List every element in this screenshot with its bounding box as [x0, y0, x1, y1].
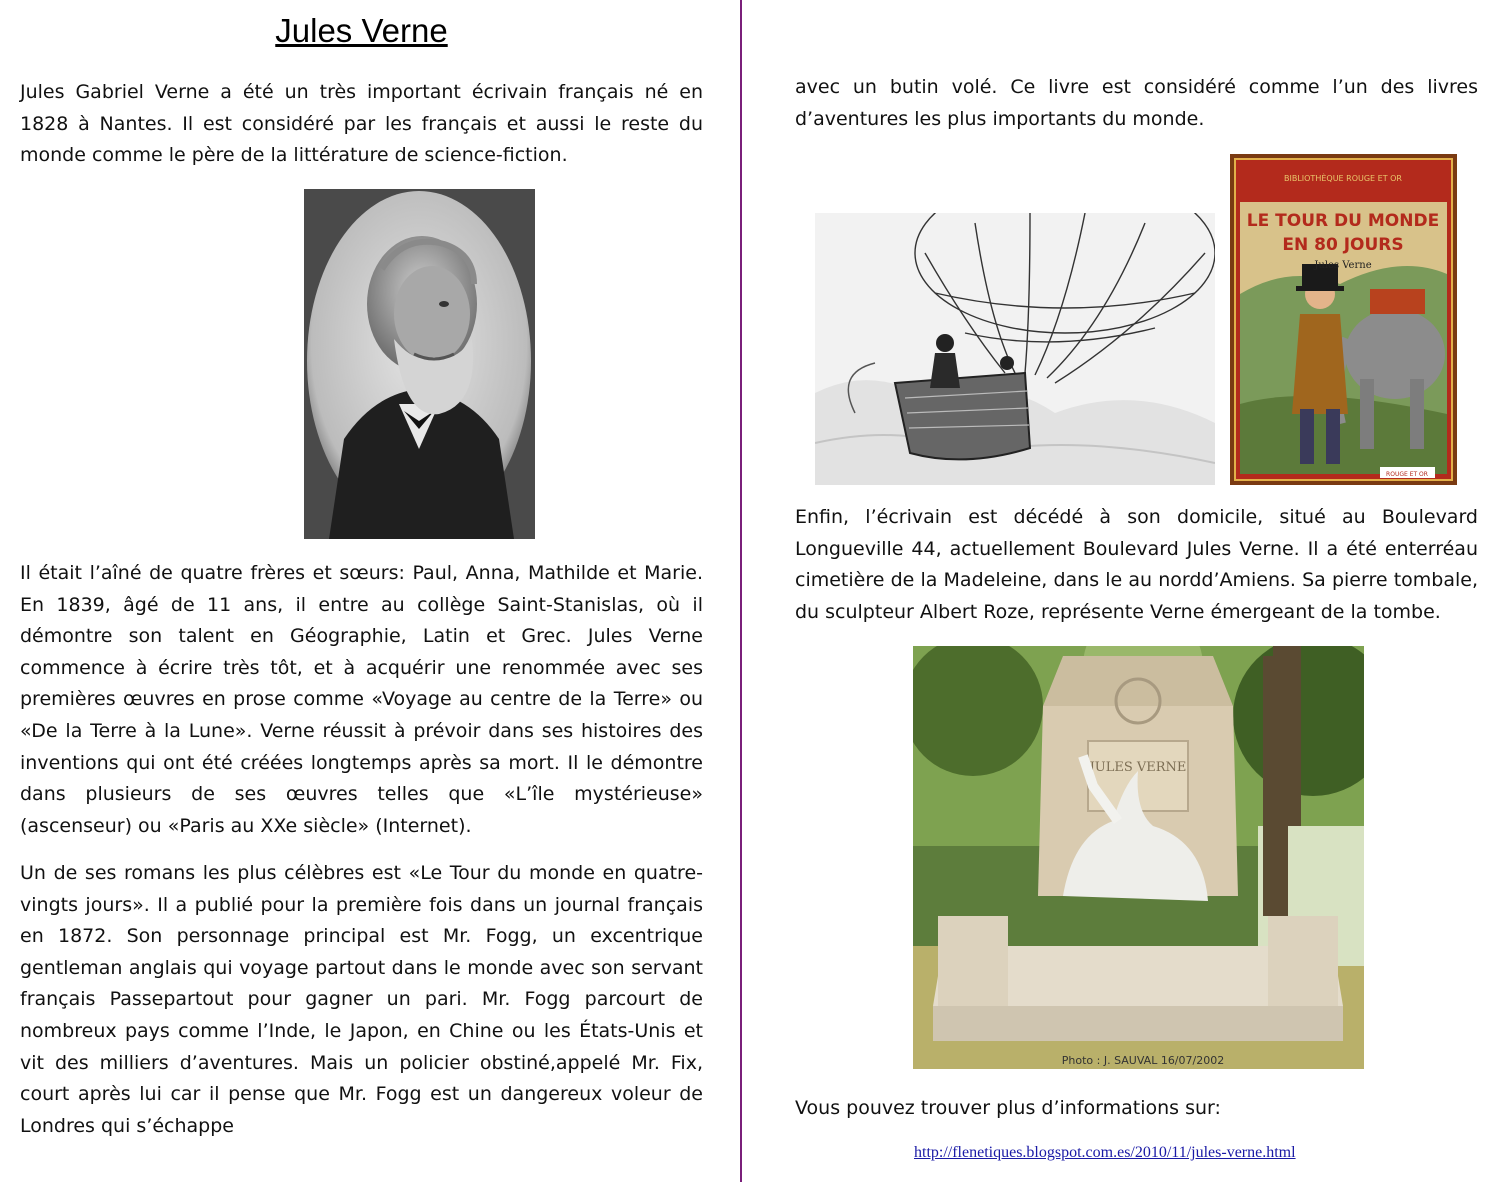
tomb-photo: [913, 646, 1364, 1069]
info-link[interactable]: http://flenetiques.blogspot.com.es/2010/11/jules-verne.html: [914, 1144, 1296, 1161]
cover-series: BIBLIOTHÈQUE ROUGE ET OR: [1283, 174, 1403, 183]
photo-credit: Photo : J. SAUVAL 16/07/2002: [1061, 1054, 1225, 1067]
paragraph-death: Enfin, l’écrivain est décédé à son domicile, situé au Boulevard Longueville 44, actuellement Boulevard Jules Verne. Il a été enterréau cimetière de la Madeleine, dans le au nordd’Amiens. Sa pierre tombale, du sculpteur Albert Roze, représente Verne émergeant de la tombe.: [795, 506, 1478, 623]
portrait-photo: [304, 189, 535, 539]
cover-publisher: ROUGE ET OR: [1386, 471, 1428, 478]
paragraph-intro: Jules Gabriel Verne a été un très important écrivain français né en 1828 à Nantes. Il est considéré par les français et aussi le reste du monde comme le père de la littérature de science-fiction.: [20, 81, 703, 167]
paragraph-childhood: Il était l’aîné de quatre frères et sœurs: Paul, Anna, Mathilde et Marie. En 1839, âgé de 11 ans, il entre au collège Saint-Stanislas, où il démontre son talent en Géographie, Latin et Grec. Jules Verne commence à écrire très tôt, et à acquérir une renommée avec ses premières œuvres en prose comme «Voyage au centre de la Terre» ou «De la Terre à la Lune». Verne réussit à prévoir dans ses histoires des inventions qui ont été créées longtemps après sa mort. Il le démontre dans plusieurs de ses œuvres telles que «L’île mystérieuse» (ascenseur) ou «Paris au XXe siècle» (Internet).: [20, 562, 703, 837]
portrait-image: [304, 189, 535, 539]
tomb-inscription: JULES VERNE: [1089, 760, 1187, 775]
column-divider: [740, 0, 742, 1182]
page-title: Jules Verne: [275, 12, 448, 49]
cover-title-line1: LE TOUR DU MONDE: [1246, 211, 1440, 231]
cover-title-line2: EN 80 JOURS: [1282, 235, 1404, 255]
tomb-image: [913, 646, 1364, 1069]
balloon-image: [815, 213, 1215, 485]
balloon-illustration: [815, 213, 1215, 485]
paragraph-tour-du-monde: Un de ses romans les plus célèbres est «Le Tour du monde en quatre-vingts jours». Il a publié pour la première fois dans un journal français en 1872. Son personnage principal est Mr. Fogg, un excentrique gentleman anglais qui voyage partout dans le monde avec son servant français Passepartout pour gagner un pari. Mr. Fogg parcourt de nombreux pays comme l’Inde, le Japon, en Chine ou les États-Unis et vit des milliers d’aventures. Mais un policier obstiné,appelé Mr. Fix, court après lui car il pense que Mr. Fogg est un dangereux voleur de Londres qui s’échappe: [20, 862, 703, 1137]
paragraph-more-info: Vous pouvez trouver plus d’informations sur:: [795, 1097, 1221, 1119]
book-cover: [1230, 154, 1457, 485]
paragraph-continued: avec un butin volé. Ce livre est considéré comme l’un des livres d’aventures les plus importants du monde.: [795, 76, 1478, 130]
book-cover-image: [1230, 154, 1457, 485]
cover-author: Jules Verne: [1314, 260, 1372, 271]
